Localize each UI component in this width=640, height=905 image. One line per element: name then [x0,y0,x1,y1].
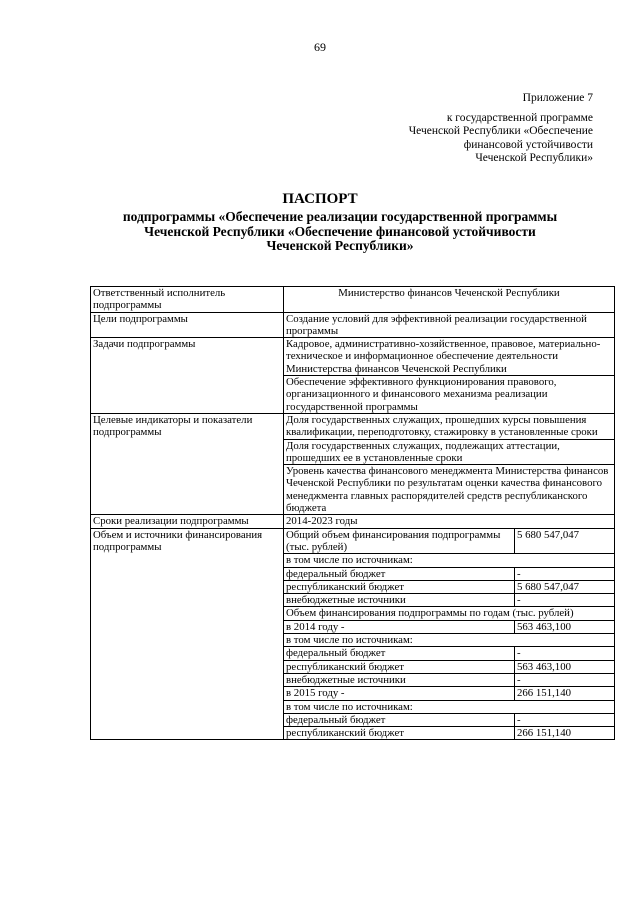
document-subtitle [90,210,590,254]
year-2015-value: 266 151,140 [515,687,615,700]
table-row [91,338,615,376]
republican-value: 5 680 547,047 [515,580,615,593]
year-2014-federal-label: федеральный бюджет [284,647,515,660]
terms-label: Сроки реализации подпрограммы [91,515,284,528]
indicators-label: Целевые индикаторы и показатели подпрограммы [91,413,284,514]
table-row [91,287,615,313]
year-2015-republican-label: республиканский бюджет [284,727,515,740]
indicator-item: Уровень качества финансового менеджмента Министерства финансов Чеченской Республики по результатам оценки качества финансового менеджмента главных распорядителей средств республиканского бюджета [284,465,615,515]
table-row [91,413,615,439]
terms-value: 2014-2023 годы [284,515,615,528]
year-2015-incl: в том числе по источникам: [284,700,615,713]
funding-total-label: Общий объем финансирования подпрограммы (тыс. рублей) [284,528,515,554]
passport-table [90,286,615,740]
year-2014-incl: в том числе по источникам: [284,634,615,647]
responsible-label: Ответственный исполнитель подпрограммы [91,287,284,313]
year-2014-federal-value: - [515,647,615,660]
subtitle-line: Чеченской Республики «Обеспечение финансовой устойчивости [144,223,536,239]
indicator-item: Доля государственных служащих, прошедших курсы повышения квалификации, переподготовку, стажировку в установленные сроки [284,413,615,439]
year-2014-label: в 2014 году - [284,620,515,633]
document-title: ПАСПОРТ [282,191,358,207]
year-2015-federal-value: - [515,713,615,726]
funding-label: Объем и источники финансирования подпрограммы [91,528,284,740]
goals-value: Создание условий для эффективной реализации государственной программы [284,312,615,338]
offbudget-value: - [515,594,615,607]
republican-label: республиканский бюджет [284,580,515,593]
year-2014-offbudget-value: - [515,673,615,686]
year-2015-label: в 2015 году - [284,687,515,700]
federal-label: федеральный бюджет [284,567,515,580]
year-2014-republican-label: республиканский бюджет [284,660,515,673]
table-row [91,312,615,338]
year-2015-republican-value: 266 151,140 [515,727,615,740]
year-2014-republican-value: 563 463,100 [515,660,615,673]
table-row [91,528,615,554]
year-2014-value: 563 463,100 [515,620,615,633]
task-item: Кадровое, административно-хозяйственное, правовое, материально-техническое и информационное обеспечение деятельности Министерства финансов Чеченской Республики [284,338,615,376]
responsible-value: Министерство финансов Чеченской Республики [284,287,615,313]
appendix-line: к государственной программе [446,111,593,124]
subtitle-line: Чеченской Республики» [266,238,414,253]
subtitle-line: подпрограммы «Обеспечение реализации государственной программы [122,209,558,224]
appendix-line: Чеченской Республики» [475,152,593,164]
federal-value: - [515,567,615,580]
appendix-line: финансовой устойчивости [463,138,593,151]
appendix-title: Приложение 7 [522,92,593,104]
year-2015-federal-label: федеральный бюджет [284,713,515,726]
year-2014-offbudget-label: внебюджетные источники [284,673,515,686]
funding-incl-sources: в том числе по источникам: [284,554,615,567]
table-row [91,515,615,528]
indicator-item: Доля государственных служащих, подлежащих аттестации, прошедших ее в установленные сроки [284,439,615,465]
tasks-label: Задачи подпрограммы [91,338,284,414]
task-item: Обеспечение эффективного функционирования правового, организационного и финансового механизма реализации государственной программы [284,376,615,414]
funding-by-year-label: Объем финансирования подпрограммы по годам (тыс. рублей) [284,607,615,620]
funding-total-value: 5 680 547,047 [515,528,615,554]
goals-label: Цели подпрограммы [91,312,284,338]
appendix-block [343,92,593,166]
appendix-line: Чеченской Республики «Обеспечение [408,125,593,137]
page-number: 69 [314,40,326,54]
offbudget-label: внебюджетные источники [284,594,515,607]
